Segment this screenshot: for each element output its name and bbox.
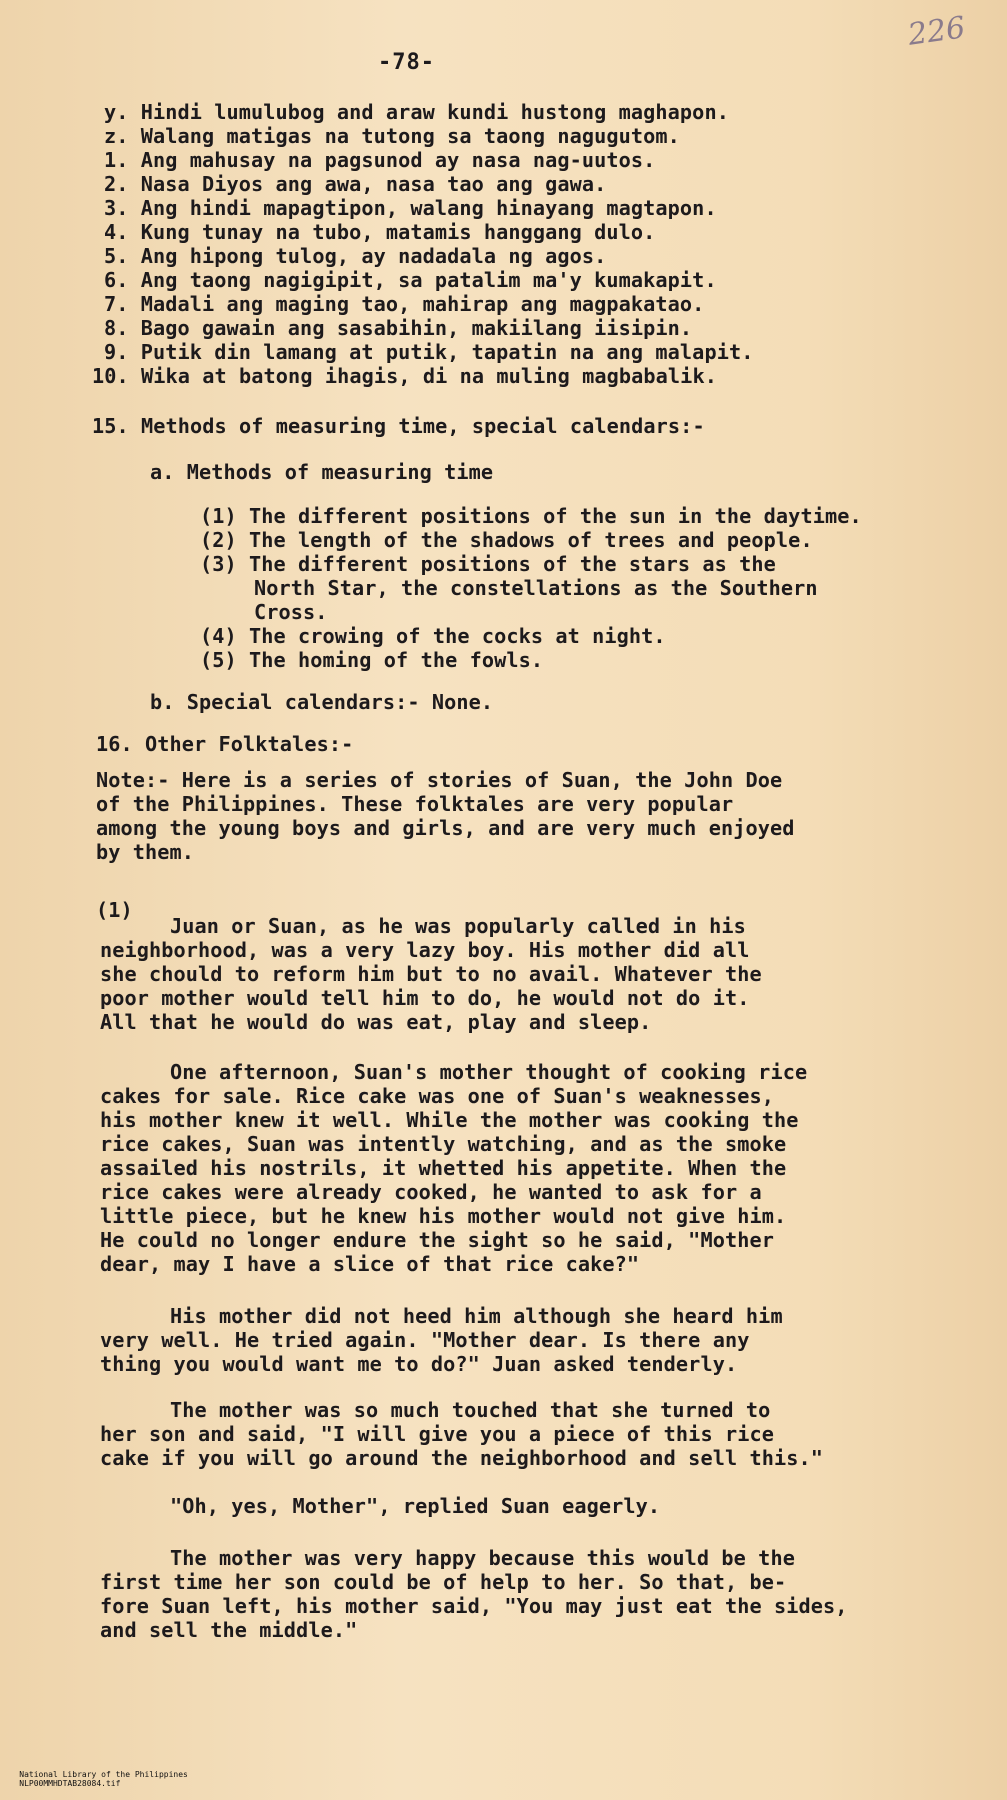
method-item: (1) The different positions of the sun in the daytime. (200, 504, 862, 528)
story-line: cake if you will go around the neighborhood and sell this." (100, 1446, 823, 1470)
proverb-line: 4. Kung tunay na tubo, matamis hanggang dulo. (104, 220, 656, 244)
story-line: His mother did not heed him although she heard him (170, 1304, 783, 1328)
proverb-line: 2. Nasa Diyos ang awa, nasa tao ang gawa. (104, 172, 607, 196)
proverb-line: 6. Ang taong nagigipit, sa patalim ma'y kumakapit. (104, 268, 717, 292)
page-number: -78- (378, 50, 435, 75)
story-line: her son and said, "I will give you a piece of this rice (100, 1422, 774, 1446)
story-line: very well. He tried again. "Mother dear. Is there any (100, 1328, 750, 1352)
story-line: He could no longer endure the sight so he said, "Mother (100, 1228, 774, 1252)
note-line: Note:- Here is a series of stories of Suan, the John Doe (96, 768, 783, 792)
proverb-line: 1. Ang mahusay na pagsunod ay nasa nag-uutos. (104, 148, 656, 172)
story-line: poor mother would tell him to do, he would not do it. (100, 986, 750, 1010)
section-15-sub-a: a. Methods of measuring time (150, 460, 494, 484)
story-line: One afternoon, Suan's mother thought of cooking rice (170, 1060, 808, 1084)
scan-footer (0, 1761, 212, 1797)
story-line: thing you would want me to do?" Juan asked tenderly. (100, 1352, 738, 1376)
section-16-heading: 16. Other Folktales:- (96, 732, 354, 756)
story-line: first time her son could be of help to her. So that, be- (100, 1570, 787, 1594)
method-item: (4) The crowing of the cocks at night. (200, 624, 666, 648)
proverb-line: y. Hindi lumulubog and araw kundi hustong maghapon. (104, 100, 729, 124)
note-line: of the Philippines. These folktales are very popular (96, 792, 734, 816)
proverb-line: 5. Ang hipong tulog, ay nadadala ng agos. (104, 244, 607, 268)
story-marker: (1) (96, 898, 133, 922)
proverb-line: 3. Ang hindi mapagtipon, walang hinayang magtapon. (104, 196, 717, 220)
story-line: fore Suan left, his mother said, "You may just eat the sides, (100, 1594, 848, 1618)
story-line: rice cakes, Suan was intently watching, and as the smoke (100, 1132, 787, 1156)
method-item: Cross. (254, 600, 328, 624)
proverb-line: z. Walang matigas na tutong sa taong nagugutom. (104, 124, 680, 148)
proverb-line: 9. Putik din lamang at putik, tapatin na ang malapit. (104, 340, 754, 364)
story-line: rice cakes were already cooked, he wanted to ask for a (100, 1180, 762, 1204)
story-line: The mother was so much touched that she turned to (170, 1398, 771, 1422)
story-line: "Oh, yes, Mother", replied Suan eagerly. (170, 1494, 661, 1518)
note-line: among the young boys and girls, and are very much enjoyed (96, 816, 795, 840)
story-line: and sell the middle." (100, 1618, 358, 1642)
story-line: she chould to reform him but to no avail. Whatever the (100, 962, 762, 986)
method-item: (3) The different positions of the stars as the (200, 552, 776, 576)
note-line: by them. (96, 840, 195, 864)
footer-file: NLP00MMHDTAB28084.tif (19, 1779, 121, 1788)
story-line: Juan or Suan, as he was popularly called in his (170, 914, 746, 938)
proverb-line: 10. Wika at batong ihagis, di na muling magbabalik. (92, 364, 717, 388)
story-line: All that he would do was eat, play and sleep. (100, 1010, 652, 1034)
method-item: (5) The homing of the fowls. (200, 648, 544, 672)
section-15-sub-b: b. Special calendars:- None. (150, 690, 494, 714)
story-line: dear, may I have a slice of that rice cake?" (100, 1252, 640, 1276)
proverb-line: 8. Bago gawain ang sasabihin, makiilang iisipin. (104, 316, 693, 340)
method-item: (2) The length of the shadows of trees and people. (200, 528, 813, 552)
proverb-line: 7. Madali ang maging tao, mahirap ang magpakatao. (104, 292, 705, 316)
story-line: cakes for sale. Rice cake was one of Suan's weaknesses, (100, 1084, 774, 1108)
story-line: assailed his nostrils, it whetted his appetite. When the (100, 1156, 787, 1180)
story-line: his mother knew it well. While the mother was cooking the (100, 1108, 799, 1132)
story-line: little piece, but he knew his mother would not give him. (100, 1204, 787, 1228)
page-stamp: 226 (905, 10, 968, 53)
section-15-heading: 15. Methods of measuring time, special calendars:- (92, 414, 705, 438)
footer-library: National Library of the Philippines (19, 1770, 188, 1779)
story-line: neighborhood, was a very lazy boy. His mother did all (100, 938, 750, 962)
method-item: North Star, the constellations as the Southern (254, 576, 818, 600)
story-line: The mother was very happy because this would be the (170, 1546, 795, 1570)
